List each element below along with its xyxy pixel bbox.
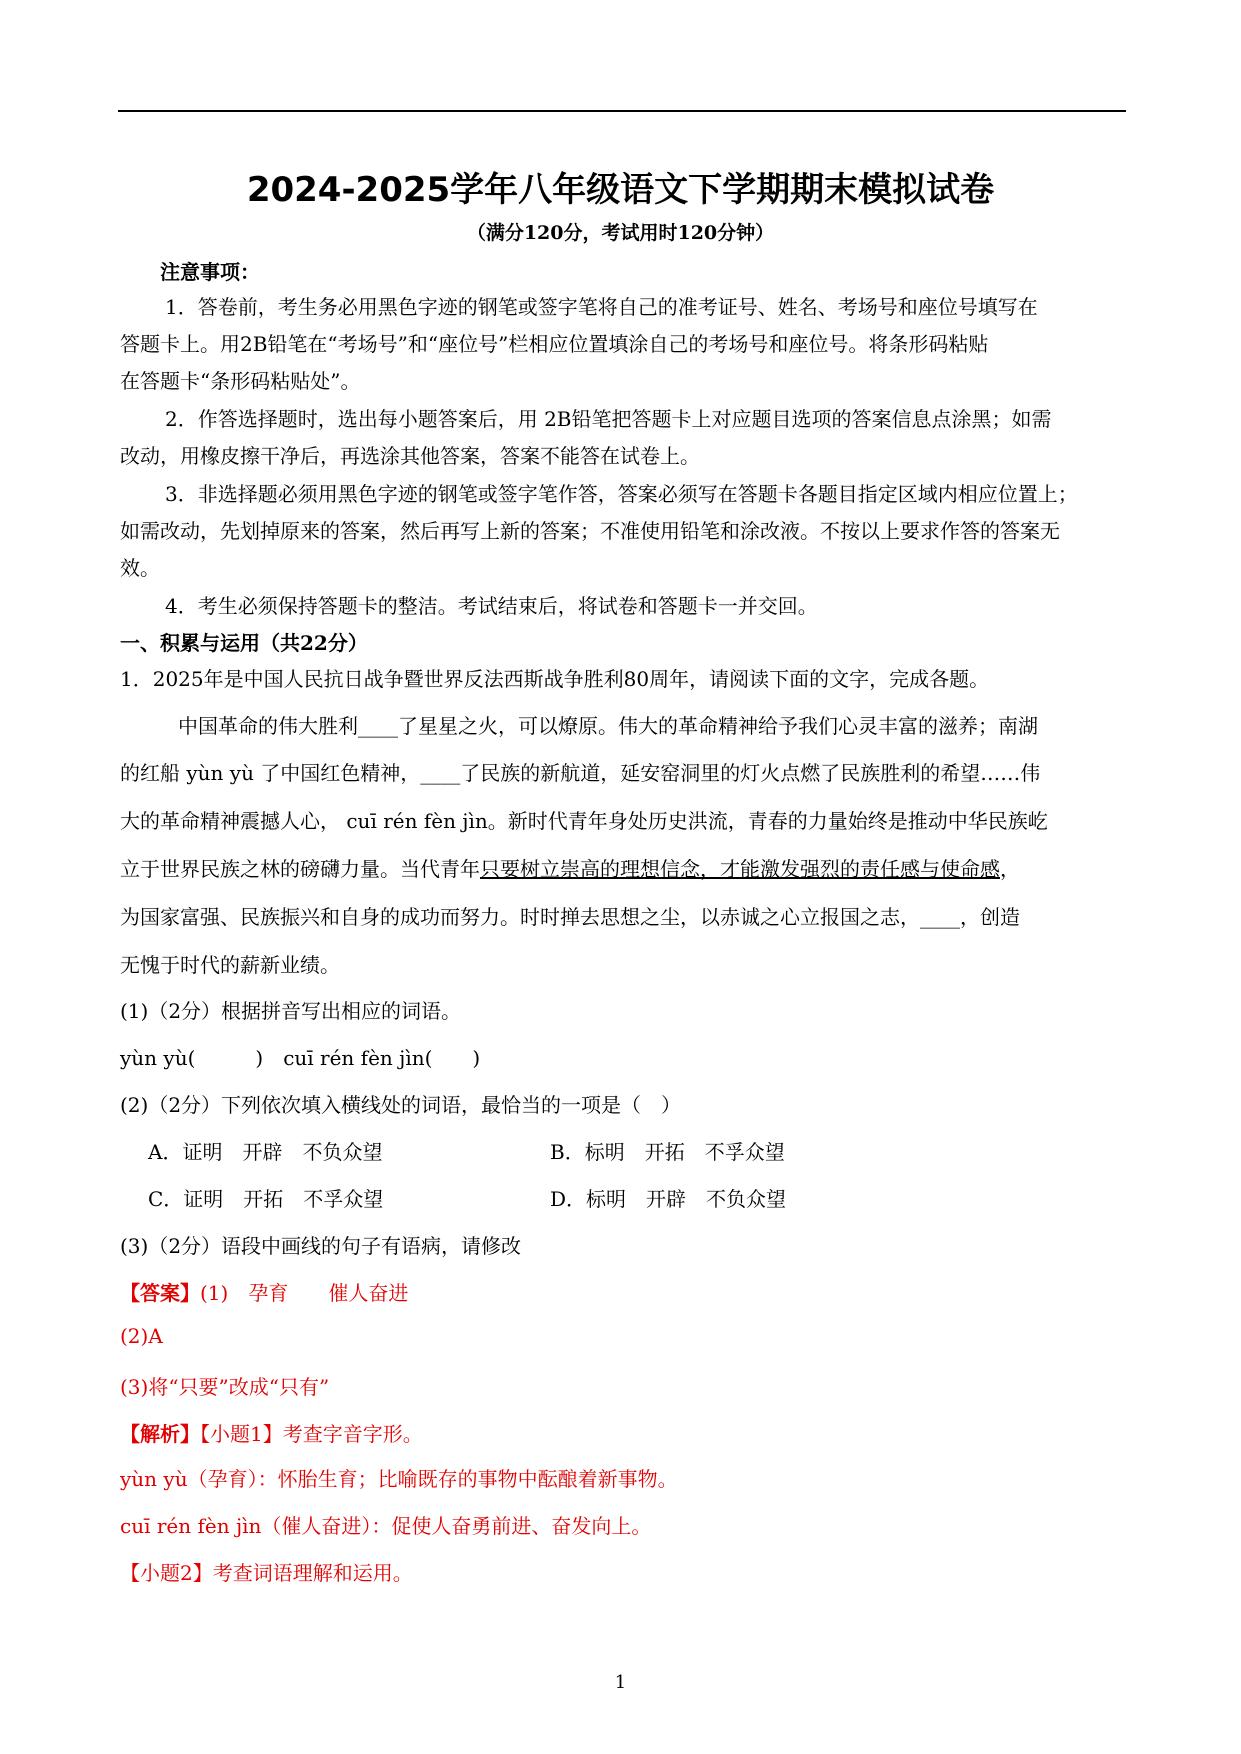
passage-line-4-start: 立于世界民族之林的磅礴力量。当代青年 (120, 857, 480, 881)
answer-label: 【答案】 (120, 1281, 200, 1305)
option-a: A．证明 开辟 不负众望 (148, 1140, 383, 1164)
passage-line-5: 为国家富强、民族振兴和自身的成功而努力。时时掸去思想之尘，以赤诚之心立报国之志，____，创造 (120, 905, 1020, 929)
section-1-heading: 一、积累与运用（共22分） (120, 631, 368, 655)
passage-line-4-end: ， (1000, 857, 1020, 881)
page-number: 1 (614, 1672, 627, 1693)
question-1-intro: 1．2025年是中国人民抗日战争暨世界反法西斯战争胜利80周年，请阅读下面的文字，完成各题。 (120, 667, 990, 691)
exam-title: 2024-2025学年八年级语文下学期期末模拟试卷 (246, 170, 995, 210)
subquestion-1-blanks: yùn yù( ) cuī rén fèn jìn( ) (120, 1046, 481, 1070)
header-rule (118, 110, 1126, 112)
answer-3: (3)将“只要”改成“只有” (120, 1375, 330, 1399)
passage-line-6: 无愧于时代的薪新业绩。 (120, 953, 340, 977)
notice-1-line-2: 答题卡上。用2B铅笔在“考场号”和“座位号”栏相应位置填涂自己的考场号和座位号。将条形码粘贴 (120, 332, 989, 356)
notice-4-line-1: 4．考生必须保持答题卡的整洁。考试结束后，将试卷和答题卡一并交回。 (165, 594, 818, 618)
passage-line-4 (120, 853, 1020, 882)
exam-subtitle: （满分120分，考试用时120分钟） (466, 222, 775, 244)
option-c: C．证明 开拓 不孚众望 (148, 1187, 384, 1211)
passage-line-2: 的红船 yùn yù 了中国红色精神，____了民族的新航道，延安窑洞里的灯火点燃了民族胜利的希望……伟 (120, 761, 1041, 785)
notice-1-line-3: 在答题卡“条形码粘贴处”。 (120, 369, 361, 393)
subquestion-1: (1)（2分）根据拼音写出相应的词语。 (120, 999, 462, 1023)
answer-1: (1) 孕育 催人奋进 (200, 1281, 409, 1305)
analysis-label: 【解析】 (120, 1422, 200, 1446)
analysis-3: cuī rén fèn jìn（催人奋进）：促使人奋勇前进、奋发向上。 (120, 1514, 652, 1538)
passage-line-1: 中国革命的伟大胜利____了星星之火，可以燎原。伟大的革命精神给予我们心灵丰富的滋养；南湖 (178, 714, 1038, 738)
underlined-sentence: 只要树立崇高的理想信念，才能激发强烈的责任感与使命感 (480, 857, 1000, 881)
analysis-line-1 (120, 1418, 423, 1447)
notice-2-line-1: 2．作答选择题时，选出每小题答案后，用 2B铅笔把答题卡上对应题目选项的答案信息点涂黑；如需 (165, 407, 1052, 431)
subquestion-3: (3)（2分）语段中画线的句子有语病，请修改 (120, 1234, 522, 1258)
answer-2: (2)A (120, 1324, 163, 1348)
notice-2-line-2: 改动，用橡皮擦干净后，再选涂其他答案，答案不能答在试卷上。 (120, 444, 700, 468)
notice-heading: 注意事项： (160, 260, 260, 284)
passage-line-3: 大的革命精神震撼人心， cuī rén fèn jìn。新时代青年身处历史洪流，青春的力量始终是推动中华民族屹 (120, 809, 1048, 833)
analysis-2: yùn yù（孕育）：怀胎生育；比喻既存的事物中酝酿着新事物。 (120, 1467, 678, 1491)
notice-1-line-1: 1．答卷前，考生务必用黑色字迹的钢笔或签字笔将自己的准考证号、姓名、考场号和座位号填写在 (165, 295, 1038, 319)
option-d: D．标明 开辟 不负众望 (550, 1187, 787, 1211)
option-b: B．标明 开拓 不孚众望 (550, 1140, 785, 1164)
notice-3-line-1: 3．非选择题必须用黑色字迹的钢笔或签字笔作答，答案必须写在答题卡各题目指定区域内相应位置上； (165, 482, 1078, 506)
subquestion-2: (2)（2分）下列依次填入横线处的词语，最恰当的一项是（ ） (120, 1093, 682, 1117)
analysis-4: 【小题2】考查词语理解和运用。 (120, 1561, 413, 1585)
analysis-1: 【小题1】考查字音字形。 (200, 1422, 423, 1446)
notice-3-line-3: 效。 (120, 556, 160, 580)
answer-line-1 (120, 1277, 408, 1306)
notice-3-line-2: 如需改动，先划掉原来的答案，然后再写上新的答案；不准使用铅笔和涂改液。不按以上要求作答的答案无 (120, 519, 1060, 543)
